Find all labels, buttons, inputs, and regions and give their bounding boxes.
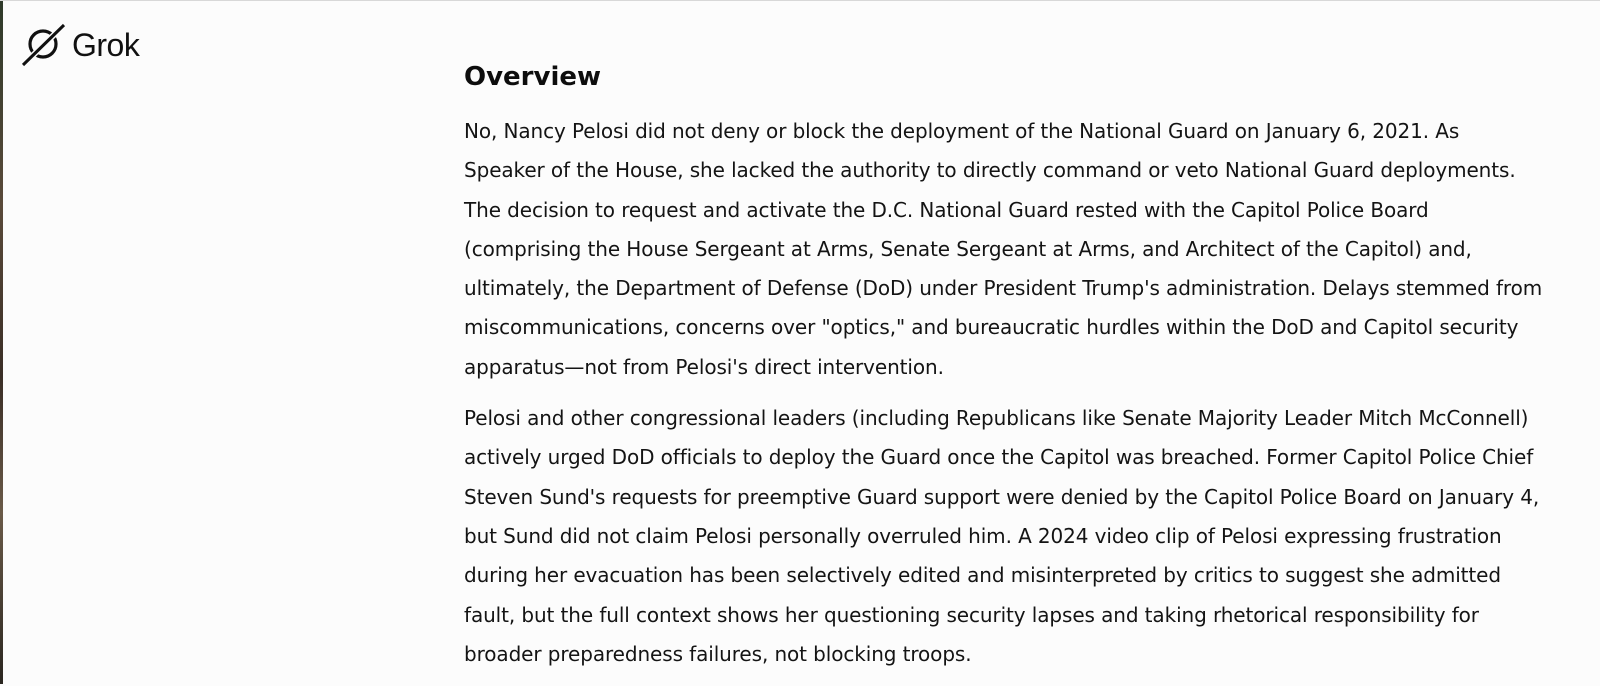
- top-divider: [0, 0, 1600, 1]
- paragraph: No, Nancy Pelosi did not deny or block the deployment of the National Guard on January 6, 2021. As Speaker of the House, she lacked the authority to directly command or veto National Guard deployments. The decision to request and activate the D.C. National Guard rested with the Capitol Police Board (comprising the House Sergeant at Arms, Senate Sergeant at Arms, and Architect of the Capitol) and, ultimately, the Department of Defense (DoD) under President Trump's administration. Delays stemmed from miscommunications, concerns over "optics," and bureaucratic hurdles within the DoD and Capitol security apparatus—not from Pelosi's direct intervention.: [464, 119, 1543, 379]
- grok-logo-icon: [20, 22, 66, 68]
- paragraph: Pelosi and other congressional leaders (including Republicans like Senate Majority Leader Mitch McConnell) actively urged DoD officials to deploy the Guard once the Capitol was breached. Former Capitol Police Chief Steven Sund's requests for preemptive Guard support were denied by the Capitol Police Board on January 4, but Sund did not claim Pelosi personally overruled him. A 2024 video clip of Pelosi expressing frustration during her evacuation has been selectively edited and misinterpreted by critics to suggest she admitted fault, but the full context shows her questioning security lapses and taking rhetorical responsibility for broader preparedness failures, not blocking troops.: [464, 406, 1540, 666]
- window-left-edge: [0, 0, 3, 684]
- section-heading: Overview: [464, 62, 602, 92]
- grok-brand[interactable]: [20, 22, 139, 68]
- brand-name: Grok: [72, 27, 140, 63]
- response-content: [464, 56, 1544, 686]
